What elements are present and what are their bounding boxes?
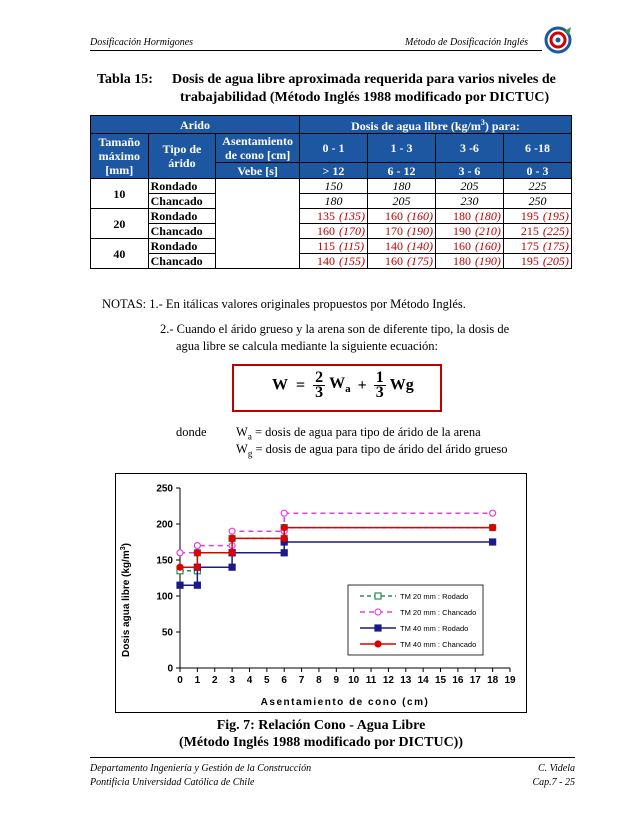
data-point <box>177 550 183 556</box>
footer-left2: Pontificia Universidad Católica de Chile <box>90 777 255 788</box>
figure-caption-line1: Fig. 7: Relación Cono - Agua Libre <box>216 718 426 733</box>
value-cell: 225 <box>503 179 571 194</box>
dictuc-logo-icon <box>543 25 575 55</box>
data-point <box>490 525 496 531</box>
x-tick-label: 7 <box>298 675 305 686</box>
orig-value-cell: (160) <box>473 239 504 254</box>
orig-value-cell: (175) <box>541 239 572 254</box>
value-cell: 195 <box>503 254 540 269</box>
size-cell: 40 <box>91 239 149 269</box>
data-point <box>281 550 287 556</box>
vebe-range: 0 - 3 <box>503 163 571 179</box>
vebe-range: 3 - 6 <box>435 163 503 179</box>
size-cell: 10 <box>91 179 149 209</box>
legend-marker <box>375 625 381 631</box>
legend-marker <box>375 641 381 647</box>
header-asentamiento: Asentamiento de cono [cm] <box>216 134 300 163</box>
orig-value-cell: (180) <box>473 209 504 224</box>
blank-cell <box>216 179 300 269</box>
orig-value-cell: (190) <box>405 224 436 239</box>
x-tick-label: 1 <box>194 675 201 686</box>
def-wg: $W_g$ = dosis de agua para tipo de árido del árido grueso <box>236 442 508 459</box>
header-rule <box>90 50 542 51</box>
x-tick-label: 16 <box>452 675 464 686</box>
footer-left1: Departamento Ingeniería y Gestión de la Construcción <box>90 763 312 774</box>
y-tick-label: 250 <box>156 483 173 495</box>
orig-value-cell: (155) <box>337 254 368 269</box>
table-row <box>91 254 572 269</box>
table-row <box>91 239 572 254</box>
y-tick-label: 200 <box>156 519 173 531</box>
value-cell: 160 <box>367 254 404 269</box>
y-tick-label: 50 <box>161 627 173 639</box>
legend-marker <box>375 609 381 615</box>
value-cell: 215 <box>503 224 540 239</box>
figure-caption-line2: (Método Inglés 1988 modificado por DICTUC)) <box>178 735 463 750</box>
def-wa: $W_a$ = dosis de agua para tipo de árido de la arena <box>236 425 481 442</box>
footer-rule <box>90 757 575 758</box>
type-cell: Rondado <box>148 209 216 224</box>
value-cell: 195 <box>503 209 540 224</box>
value-cell: 150 <box>299 179 367 194</box>
value-cell: 230 <box>435 194 503 209</box>
data-point <box>281 535 287 541</box>
x-tick-label: 2 <box>211 675 218 686</box>
data-point <box>194 564 200 570</box>
x-tick-label: 17 <box>469 675 481 686</box>
value-cell: 140 <box>367 239 404 254</box>
y-tick-label: 0 <box>167 663 173 675</box>
x-tick-label: 13 <box>400 675 412 686</box>
x-tick-label: 18 <box>487 675 499 686</box>
data-point <box>194 582 200 588</box>
asent-range: 3 -6 <box>435 134 503 163</box>
table-title-line1: Dosis de agua libre aproximada requerida para varios niveles de <box>172 72 556 87</box>
type-cell: Chancado <box>148 224 216 239</box>
data-point <box>281 510 287 516</box>
type-cell: Rondado <box>148 179 216 194</box>
y-axis-label: Dosis agua libre $(kg/m^3)$ <box>120 543 132 657</box>
orig-value-cell: (160) <box>405 209 436 224</box>
table-label: Tabla 15: <box>97 72 153 87</box>
note-2-line1: 2.- Cuando el árido grueso y la arena son de diferente tipo, la dosis de <box>160 322 510 336</box>
x-tick-label: 10 <box>348 675 360 686</box>
note-2-line2: agua libre se calcula mediante la siguiente ecuación: <box>176 339 439 353</box>
vebe-range: > 12 <box>299 163 367 179</box>
vebe-range: 6 - 12 <box>367 163 435 179</box>
x-tick-label: 9 <box>333 675 340 686</box>
type-cell: Rondado <box>148 239 216 254</box>
value-cell: 180 <box>435 254 472 269</box>
data-point <box>229 535 235 541</box>
data-point <box>490 539 496 545</box>
value-cell: 175 <box>503 239 540 254</box>
value-cell: 170 <box>367 224 404 239</box>
orig-value-cell: (225) <box>541 224 572 239</box>
data-point <box>194 543 200 549</box>
value-cell: 205 <box>435 179 503 194</box>
x-axis-label: Asentamiento de cono (cm) <box>260 697 430 708</box>
x-tick-label: 15 <box>434 675 447 686</box>
header-arido: Arido <box>91 116 300 134</box>
x-tick-label: 3 <box>229 675 235 686</box>
value-cell: 115 <box>299 239 336 254</box>
asent-range: 0 - 1 <box>299 134 367 163</box>
x-tick-label: 14 <box>417 675 429 686</box>
cone-water-chart <box>115 473 527 713</box>
donde-label: donde <box>176 425 207 439</box>
header-left: Dosificación Hormigones <box>90 37 194 48</box>
orig-value-cell: (170) <box>337 224 368 239</box>
x-tick-label: 11 <box>365 675 377 686</box>
x-tick-label: 0 <box>177 675 183 686</box>
header-dosis: Dosis de agua libre $(kg/m^3)$ para: <box>299 116 571 134</box>
legend-entry: TM 20 mm : Rodado <box>400 592 469 601</box>
x-tick-label: 8 <box>316 675 322 686</box>
value-cell: 160 <box>299 224 336 239</box>
water-dosage-table <box>90 115 572 269</box>
table-row <box>91 224 572 239</box>
x-tick-label: 4 <box>246 675 253 686</box>
value-cell: 140 <box>299 254 336 269</box>
type-cell: Chancado <box>148 194 216 209</box>
data-point <box>194 550 200 556</box>
table-title-line2: trabajabilidad (Método Inglés 1988 modificado por DICTUC) <box>180 90 550 105</box>
value-cell: 205 <box>367 194 435 209</box>
x-tick-label: 12 <box>382 675 394 686</box>
data-point <box>281 525 287 531</box>
header-tipo: Tipo de árido <box>148 134 216 179</box>
note-1: NOTAS: 1.- En itálicas valores originales propuestos por Método Inglés. <box>102 297 466 311</box>
header-tamano: Tamaño máximo [mm] <box>91 134 149 179</box>
data-point <box>177 582 183 588</box>
legend-entry: TM 20 mm : Chancado <box>400 608 477 617</box>
footer-right1: C. Videla <box>537 763 575 774</box>
value-cell: 160 <box>367 209 404 224</box>
orig-value-cell: (190) <box>473 254 504 269</box>
x-tick-label: 5 <box>264 675 270 686</box>
data-point <box>229 564 235 570</box>
asent-range: 6 -18 <box>503 134 571 163</box>
data-point <box>229 528 235 534</box>
footer-right2: Cap.7 - 25 <box>532 777 575 788</box>
type-cell: Chancado <box>148 254 216 269</box>
value-cell: 180 <box>435 209 472 224</box>
formula: W = $\frac{2}{3}$ $W_a$ + $\frac{1}{3}$ Wg <box>272 369 414 401</box>
legend-entry: TM 40 mm : Chancado <box>400 640 477 649</box>
orig-value-cell: (195) <box>541 209 572 224</box>
header-vebe: Vebe [s] <box>216 163 300 179</box>
legend-marker <box>375 593 381 599</box>
header-right: Método de Dosificación Inglés <box>405 37 529 48</box>
value-cell: 135 <box>299 209 336 224</box>
orig-value-cell: (210) <box>473 224 504 239</box>
orig-value-cell: (135) <box>337 209 368 224</box>
orig-value-cell: (205) <box>541 254 572 269</box>
data-point <box>229 550 235 556</box>
orig-value-cell: (175) <box>405 254 436 269</box>
y-tick-label: 100 <box>156 591 173 603</box>
x-tick-label: 19 <box>504 675 516 686</box>
value-cell: 160 <box>435 239 472 254</box>
value-cell: 250 <box>503 194 571 209</box>
value-cell: 180 <box>299 194 367 209</box>
formula-box <box>232 364 442 412</box>
orig-value-cell: (115) <box>337 239 368 254</box>
asent-range: 1 - 3 <box>367 134 435 163</box>
orig-value-cell: (140) <box>405 239 436 254</box>
data-point <box>177 564 183 570</box>
table-row <box>91 194 572 209</box>
legend-entry: TM 40 mm : Rodado <box>400 624 469 633</box>
value-cell: 190 <box>435 224 472 239</box>
table-row <box>91 209 572 224</box>
size-cell: 20 <box>91 209 149 239</box>
y-tick-label: 150 <box>156 555 173 567</box>
table-row <box>91 179 572 194</box>
value-cell: 180 <box>367 179 435 194</box>
x-tick-label: 6 <box>281 675 287 686</box>
data-point <box>490 510 496 516</box>
